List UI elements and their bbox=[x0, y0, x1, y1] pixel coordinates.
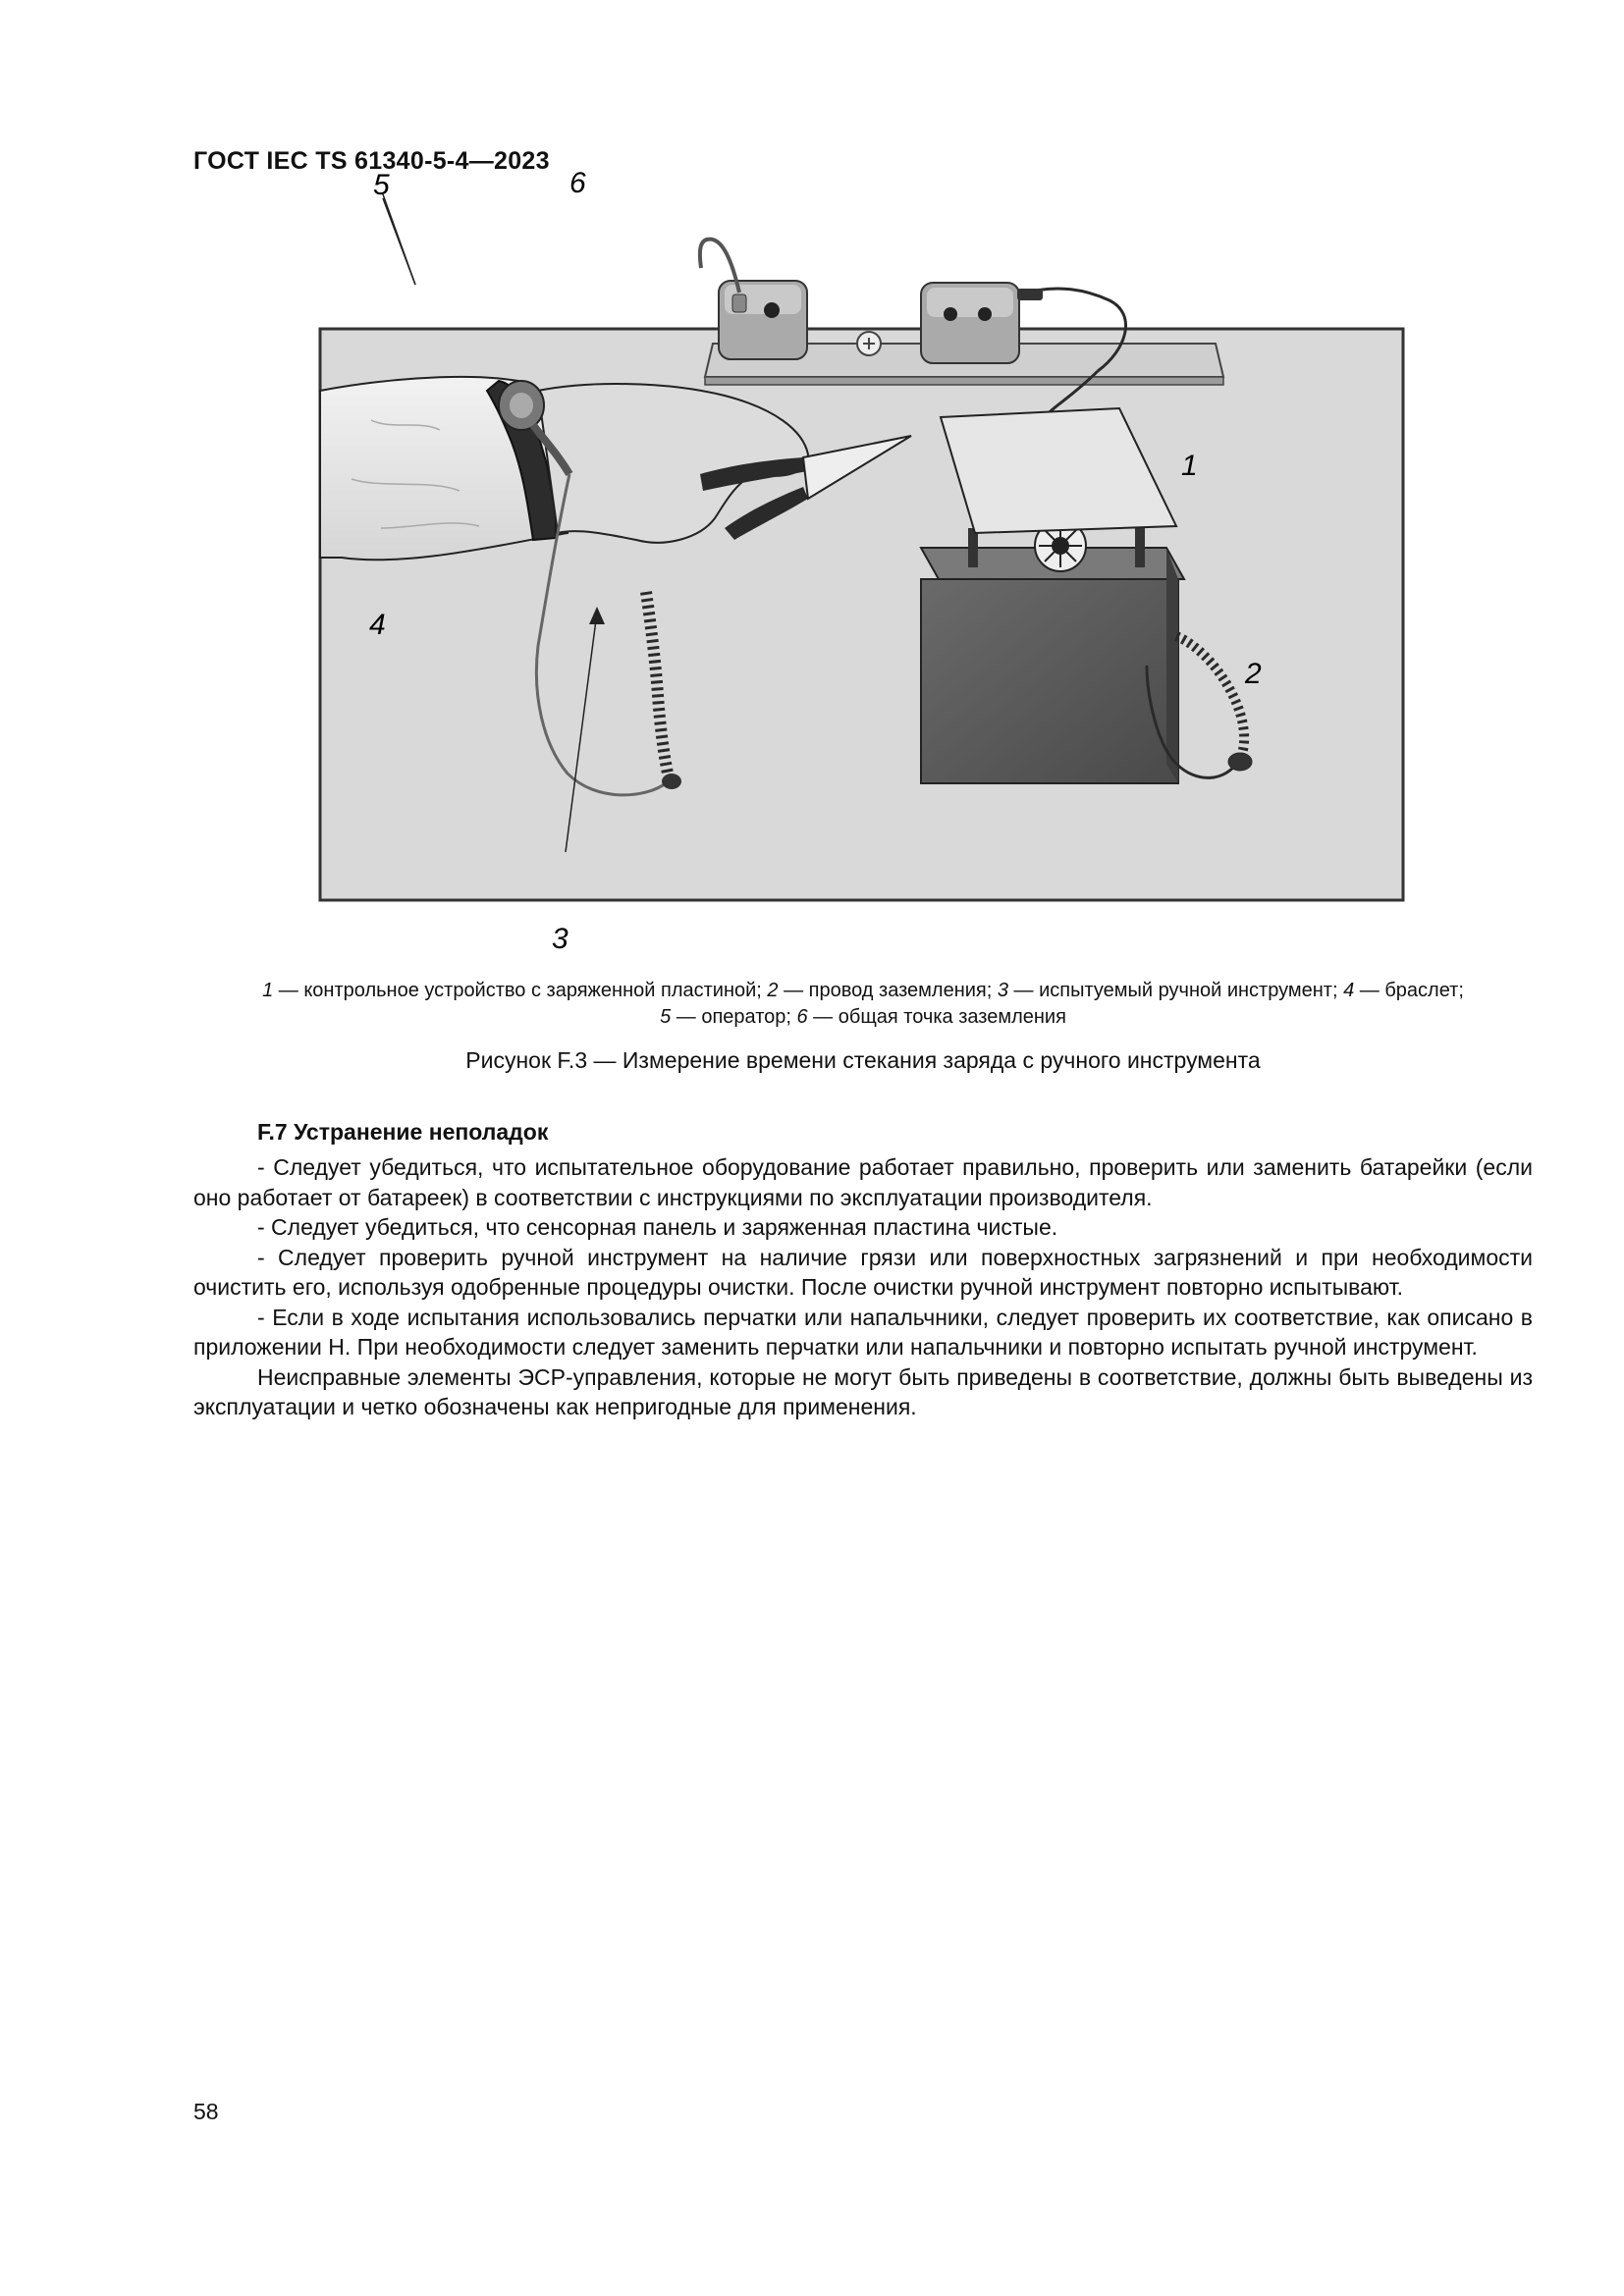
paragraph: - Следует убедиться, что сенсорная панель и заряженная пластина чистые. bbox=[257, 1214, 1058, 1240]
page-number: 58 bbox=[193, 2099, 219, 2124]
legend-text: — контрольное устройство с заряженной пластиной; bbox=[273, 980, 768, 1001]
callout-4: 4 bbox=[369, 609, 386, 641]
legend-text: — браслет; bbox=[1354, 980, 1464, 1001]
legend-text: — общая точка заземления bbox=[807, 1006, 1066, 1028]
paragraph: - Если в ходе испытания использовались перчатки или напальчники, следует проверить их соответствие, как описано в приложении Н. При необходимости следует заменить перчатки или напальчники и повторно испытать ручной инструмент. bbox=[193, 1304, 1533, 1360]
section-body bbox=[193, 1152, 1533, 1422]
common-ground-point bbox=[700, 240, 1223, 385]
callout-5: 5 bbox=[373, 169, 390, 201]
document-header: ГОСТ IEC TS 61340-5-4—2023 bbox=[193, 147, 550, 175]
paragraph: Неисправные элементы ЭСР-управления, которые не могут быть приведены в соответствие, должны быть выведены из эксплуатации и четко обозначены как непригодные для применения. bbox=[193, 1363, 1533, 1419]
figure-legend bbox=[193, 978, 1533, 1031]
figure-f3 bbox=[312, 167, 1402, 956]
legend-text: — оператор; bbox=[671, 1006, 797, 1028]
figure-title: Рисунок F.3 — Измерение времени стекания заряда с ручного инструмента bbox=[465, 1047, 1261, 1073]
legend-number: 3 bbox=[997, 980, 1008, 1001]
legend-number: 6 bbox=[796, 1006, 808, 1028]
legend-number: 1 bbox=[262, 980, 274, 1001]
callout-6: 6 bbox=[569, 167, 586, 199]
paragraph: - Следует проверить ручной инструмент на наличие грязи или поверхностных загрязнений и при необходимости очистить его, используя одобренные процедуры очистки. После очистки ручной инструмент повторно испытывают. bbox=[193, 1244, 1533, 1300]
callout-3: 3 bbox=[552, 923, 568, 955]
tester-with-charged-plate bbox=[921, 408, 1184, 783]
legend-number: 5 bbox=[660, 1006, 672, 1028]
legend-number: 4 bbox=[1343, 980, 1355, 1001]
callout-1: 1 bbox=[1181, 450, 1198, 482]
legend-text: — испытуемый ручной инструмент; bbox=[1008, 980, 1344, 1001]
callout-2: 2 bbox=[1245, 658, 1262, 690]
paragraph: - Следует убедиться, что испытательное оборудование работает правильно, проверить или заменить батарейки (если оно работает от батареек) в соответствии с инструкциями по эксплуатации производителя. bbox=[193, 1154, 1533, 1210]
figure-illustration bbox=[312, 167, 1402, 956]
legend-text: — провод заземления; bbox=[778, 980, 998, 1001]
legend-number: 2 bbox=[767, 980, 779, 1001]
section-heading: F.7 Устранение неполадок bbox=[257, 1119, 549, 1145]
